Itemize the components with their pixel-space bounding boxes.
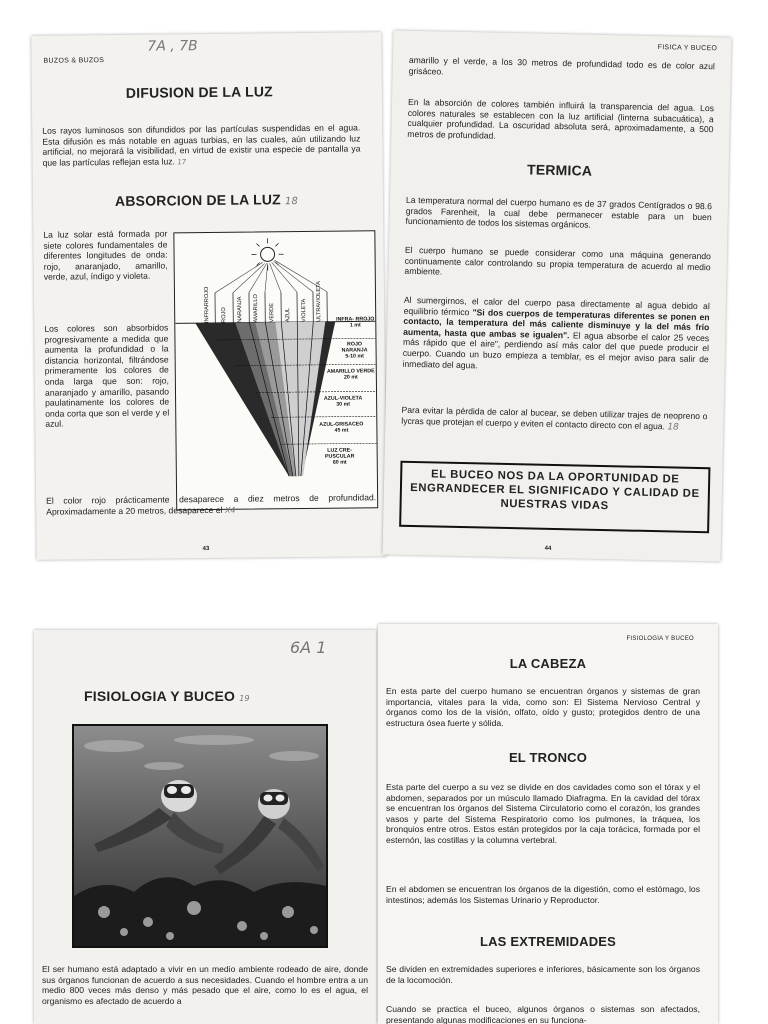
fisiologia-intro-paragraph: El ser humano está adaptado a vivir en un medio ambiente rodeado de aire, donde sus órganos funcionan de acuerdo a sus necesidades. Cuando el hombre entra a un medio 800 veces más denso y más pesado que el aire, como lo es el agua, el organismo es afectado de acuerdo a <box>42 964 368 1006</box>
abdomen-paragraph: En el abdomen se encuentran los órganos de la digestión, como el estómago, los intestinos; además los Sistemas Urinario y Reproductor. <box>386 884 700 905</box>
handwritten-note: 6A 1 <box>290 638 327 657</box>
page-45 <box>34 630 376 1024</box>
depth-level-label: INFRA- RROJO 1 mt <box>336 316 375 329</box>
section-title-termica: TERMICA <box>526 161 593 179</box>
section-title-fisiologia: FISIOLOGIA Y BUCEO 19 <box>84 688 250 704</box>
page-number: 43 <box>202 546 210 553</box>
page-43 <box>31 32 386 560</box>
running-header: FISICA Y BUCEO <box>657 44 718 53</box>
sun-icon <box>260 247 274 261</box>
slogan-box <box>399 461 710 533</box>
ray-label: AMARILLO <box>252 294 260 323</box>
continued-paragraph: amarillo y el verde, a los 30 metros de profundidad todo es de color azul grisáceo. <box>408 54 715 77</box>
slogan-text: EL BUCEO NOS DA LA OPORTUNIDAD DE ENGRANDECER EL SIGNIFICADO Y CALIDAD DE NUESTRAS VIDAS <box>410 468 700 513</box>
wetsuit-paragraph: Para evitar la pérdida de calor al bucear, se deben utilizar trajes de neopreno o lycras que protejan el cuerpo y eviten el contacto directo con el agua. 18 <box>401 404 708 433</box>
tronco-paragraph: Esta parte del cuerpo a su vez se divide en dos cavidades como son el tórax y el abdomen, separados por un músculo llamado Diafragma. En la cavidad del tórax se encuentran los órganos del Sistema Circulatorio como el corazón, los grandes vasos y parte del Sistema Respiratorio como los pulmones, la tráquea, los bronquios entre otros. Estos están protegidos por la caja torácica, formada por el esternón, las costillas y la columna vertebral. <box>386 782 700 845</box>
handwritten-note: 17 <box>177 158 187 167</box>
light-absorption-diagram <box>173 230 378 510</box>
page-46 <box>378 624 718 1024</box>
difusion-paragraph: Los rayos luminosos son difundidos por las partículas suspendidas en el agua. Esta difusión es más notable en aguas turbias, en las cuales, aún utilizando luz artificial, no mejorará la visibilidad, en virtud de existir una especie de pantalla ya que las partículas reflejan esta luz. 17 <box>42 122 361 168</box>
running-header: FISIOLOGIA Y BUCEO <box>626 636 694 642</box>
absorcion-paragraph-1: La luz solar está formada por siete colores fundamentales de diferentes longitudes de onda: rojo, anaranjado, amarillo, verde, azul, índigo y violeta. <box>43 228 168 283</box>
ray-label: ROJO <box>221 307 228 323</box>
extremidades-paragraph: Se dividen en extremidades superiores e inferiores, básicamente son los órganos de la locomoción. <box>386 964 700 985</box>
section-title-tronco: EL TRONCO <box>508 750 588 765</box>
depth-level-label: AZUL-VIOLETA 30 mt <box>323 395 363 408</box>
handwritten-note: 18 <box>284 196 299 208</box>
section-title-absorcion: ABSORCION DE LA LUZ 18 <box>114 191 299 209</box>
section-title-difusion: DIFUSION DE LA LUZ <box>125 83 273 101</box>
ray-label: NARANJA <box>237 296 244 323</box>
running-header: BUZOS & BUZOS <box>43 57 105 65</box>
page-44 <box>383 31 732 562</box>
depth-level-label: AMARILLO VERDE 20 mt <box>326 368 375 381</box>
section-title-extremidades: LAS EXTREMIDADES <box>479 934 617 949</box>
transparency-paragraph: En la absorción de colores también influirá la transparencia del agua. Los colores naturales se establecen con la luz artificial (linterna subacuática), a cualquier profundidad. La oscuridad absoluta será, aproximadamente, a 500 metros de profundidad. <box>407 96 715 141</box>
handwritten-note: 19 <box>239 694 250 703</box>
thermal-equilibrium-paragraph: Al sumergirnos, el calor del cuerpo pasa directamente al agua debido al equilibrio térmico "Si dos cuerpos de temperaturas diferentes se ponen en contacto, la temperatura del más caliente disminuye y la del más frío aumenta, hasta que ambas se igualen". El agua absorbe el calor 25 veces más rápido que el aire", perdiendo así más calor del que puede producir el cuerpo. Cuando un buzo empieza a temblar, es el mejor aviso para salir de inmediato del agua. <box>402 294 710 370</box>
ray-label: VERDE <box>269 303 276 323</box>
absorcion-paragraph-2: Los colores son absorbidos progresivamente a medida que aumenta la profundidad o la distancia horizontal, filtrándose primeramente los colores de onda larga que son: rojo, anaranjado y amarillo, pasando paulatinamente los colores de onda corta que son el verde y el azul. <box>44 322 170 430</box>
buceo-effects-paragraph: Cuando se practica el buceo, algunos órganos o sistemas son afectados, presentando algunas modificaciones en su funciona- <box>386 1004 700 1024</box>
cabeza-paragraph: En esta parte del cuerpo humano se encuentran órganos y sistemas de gran importancia, vitales para la vida, como son: El Sistema Nervioso Central y órganos como los de la visión, olfato, oído y gusto; protegidos dentro de una estructura ósea fuerte y sólida. <box>386 686 700 728</box>
ray-label: INFRARROJO <box>203 286 211 324</box>
handwritten-note: X4 <box>224 505 236 515</box>
divers-photo-graphic <box>74 726 326 946</box>
depth-level-label: LUZ CRE- PUSCULAR 60 mt <box>324 447 355 467</box>
light-rays <box>215 260 327 293</box>
depth-level-label: AZUL-GRISACEO 45 mt <box>319 421 364 434</box>
divers-photo <box>72 724 328 948</box>
ray-label: VIOLETA <box>301 298 308 323</box>
page-number: 44 <box>544 545 552 552</box>
handwritten-note: 7A , 7B <box>147 38 198 55</box>
heat-machine-paragraph: El cuerpo humano se puede considerar como una máquina generando continuamente calor controlando su propia temperatura de acuerdo al medio ambiente. <box>404 244 711 277</box>
handwritten-note: 18 <box>667 421 679 433</box>
temperature-paragraph: La temperatura normal del cuerpo humano es de 37 grados Centígrados o 98.6 grados Farenheit, la cual debe permanecer estable para un buen funcionamiento de todos los sistemas orgánicos. <box>405 194 713 230</box>
section-title-cabeza: LA CABEZA <box>509 656 587 671</box>
ray-label: ULTRAVIOLETA <box>315 281 323 322</box>
ray-label: AZUL <box>285 307 292 323</box>
depth-level-label: ROJO NARANJA 5-10 mt <box>341 341 368 360</box>
closing-paragraph: El color rojo prácticamente desaparece a diez metros de profundidad. Aproximadamente a 20 metros, desaparece el X4 <box>46 492 377 517</box>
